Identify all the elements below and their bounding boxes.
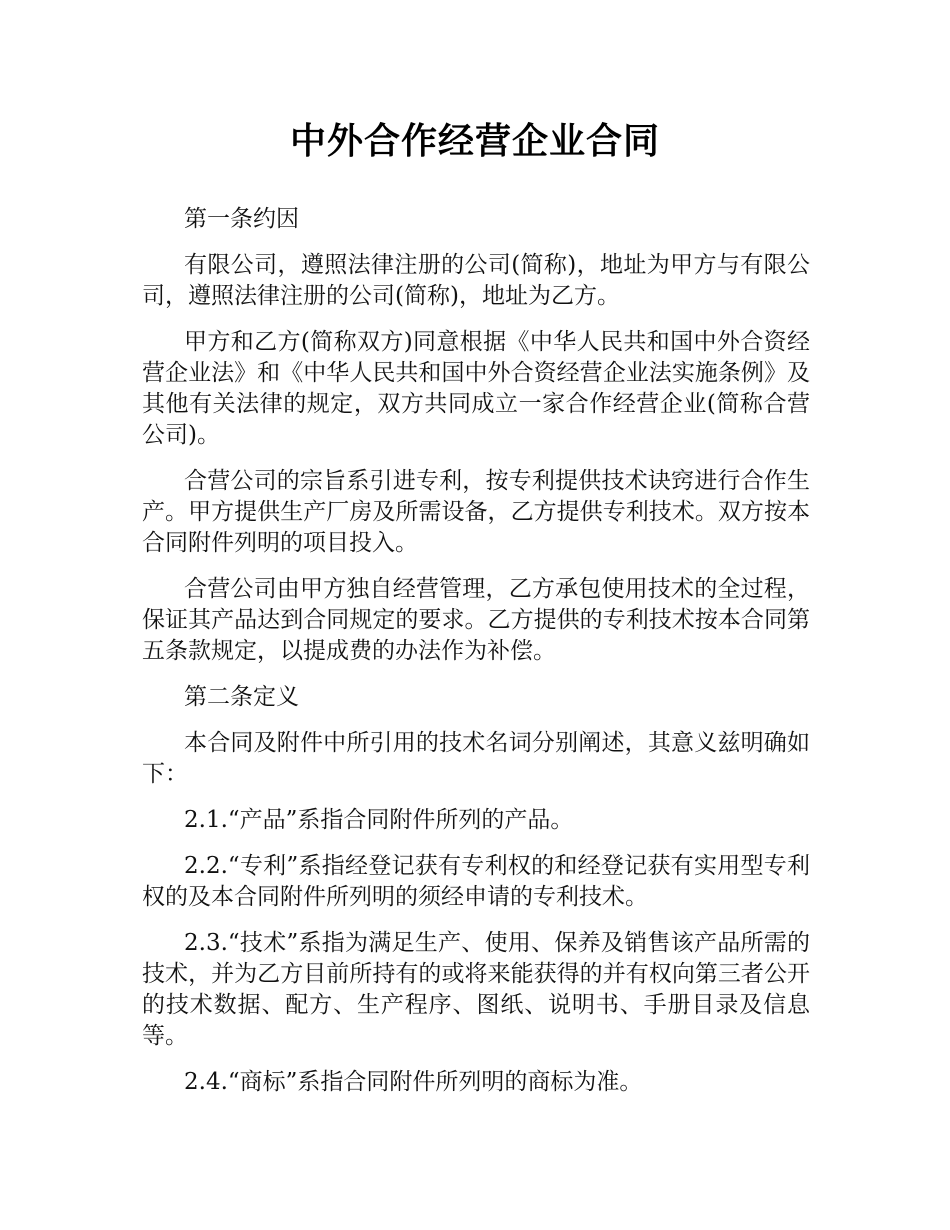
paragraph-management: 合营公司由甲方独自经营管理，乙方承包使用技术的全过程，保证其产品达到合同规定的要求。乙方提供的专利技术按本合同第五条款规定，以提成费的办法作为补偿。 bbox=[142, 576, 810, 664]
paragraph-purpose: 合营公司的宗旨系引进专利，按专利提供技术诀窍进行合作生产。甲方提供生产厂房及所需设备，乙方提供专利技术。双方按本合同附件列明的项目投入。 bbox=[142, 468, 810, 556]
definition-2-1: 2.1.“产品”系指合同附件所列的产品。 bbox=[184, 807, 574, 833]
article-1-heading: 第一条约因 bbox=[184, 206, 299, 232]
paragraph-definitions-intro: 本合同及附件中所引用的技术名词分别阐述，其意义兹明确如下： bbox=[142, 730, 810, 787]
definition-2-4: 2.4.“商标”系指合同附件所列明的商标为准。 bbox=[184, 1069, 643, 1095]
definition-2-2: 2.2.“专利”系指经登记获有专利权的和经登记获有实用型专利权的及本合同附件所列明的须经申请的专利技术。 bbox=[142, 853, 810, 910]
document-title: 中外合作经营企业合同 bbox=[289, 121, 660, 162]
definition-2-3: 2.3.“技术”系指为满足生产、使用、保养及销售该产品所需的技术，并为乙方目前所持有的或将来能获得的并有权向第三者公开的技术数据、配方、生产程序、图纸、说明书、手册目录及信息等。 bbox=[142, 930, 810, 1049]
paragraph-parties: 有限公司，遵照法律注册的公司(简称)，地址为甲方与有限公司，遵照法律注册的公司(简称)，地址为乙方。 bbox=[142, 252, 810, 309]
document-body bbox=[142, 204, 810, 1113]
paragraph-legal-basis: 甲方和乙方(简称双方)同意根据《中华人民共和国中外合资经营企业法》和《中华人民共和国中外合资经营企业法实施条例》及其他有关法律的规定，双方共同成立一家合作经营企业(简称合营公司)。 bbox=[142, 329, 810, 448]
article-2-heading: 第二条定义 bbox=[184, 684, 299, 710]
